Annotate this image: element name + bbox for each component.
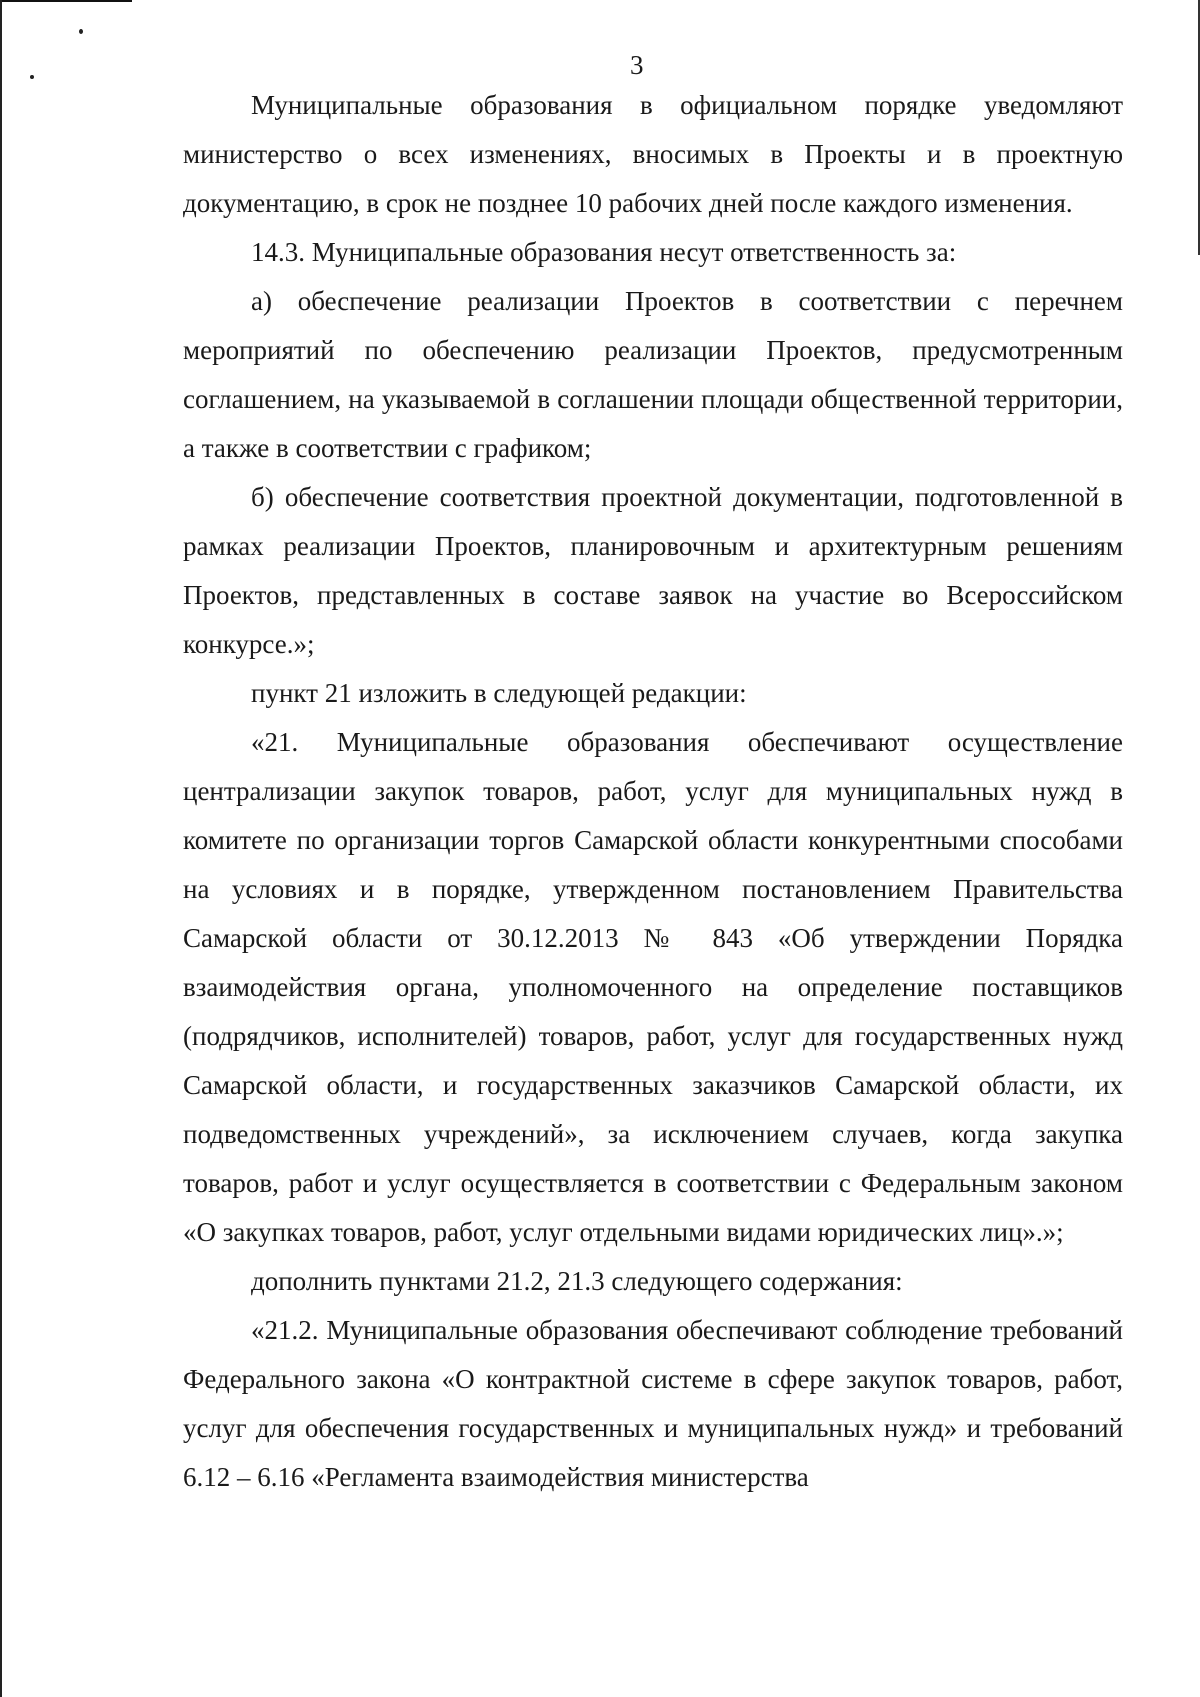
paragraph-item-a: а) обеспечение реализации Проектов в соответствии с перечнем мероприятий по обеспечению реализации Проектов, предусмотренным соглашением, на указываемой в соглашении площади общественной территории, а также в соответствии с графиком;: [183, 286, 1123, 463]
page-number: 3: [630, 50, 644, 80]
paragraph-item-b: б) обеспечение соответствия проектной документации, подготовленной в рамках реализации Проектов, планировочным и архитектурным решениям Проектов, представленных в составе заявок на участие во Всероссийском конкурсе.»;: [183, 482, 1123, 659]
scan-speck: [30, 75, 34, 79]
paragraph-point-21-instruction: пункт 21 изложить в следующей редакции:: [251, 678, 747, 708]
paragraph-14-3-heading: 14.3. Муниципальные образования несут ответственность за:: [251, 237, 957, 267]
paragraph-point-21: «21. Муниципальные образования обеспечивают осуществление централизации закупок товаров, работ, услуг для муниципальных нужд в комитете по организации торгов Самарской области конкурентными способами на условиях и в порядке, утвержденном постановлением Правительства Самарской области от 30.12.2013 № 843 «Об утверждении Порядка взаимодействия органа, уполномоченного на определение поставщиков (подрядчиков, исполнителей) товаров, работ, услуг для государственных нужд Самарской области, и государственных заказчиков Самарской области, их подведомственных учреждений», за исключением случаев, когда закупка товаров, работ и услуг осуществляется в соответствии с Федеральным законом «О закупках товаров, работ, услуг отдельными видами юридических лиц».»;: [183, 727, 1123, 1247]
scan-edge-left: [0, 0, 2, 1697]
paragraph-add-points-instruction: дополнить пунктами 21.2, 21.3 следующего содержания:: [251, 1266, 903, 1296]
document-body: [183, 81, 1123, 1502]
scan-speck: [79, 29, 83, 34]
paragraph-notification: Муниципальные образования в официальном порядке уведомляют министерство о всех изменениях, вносимых в Проекты и в проектную документацию, в срок не позднее 10 рабочих дней после каждого изменения.: [183, 90, 1123, 218]
paragraph-point-21-2: «21.2. Муниципальные образования обеспечивают соблюдение требований Федерального закона «О контрактной системе в сфере закупок товаров, работ, услуг для обеспечения государственных и муниципальных нужд» и требований 6.12 – 6.16 «Регламента взаимодействия министерства: [183, 1315, 1123, 1492]
scan-edge-top: [0, 0, 132, 2]
